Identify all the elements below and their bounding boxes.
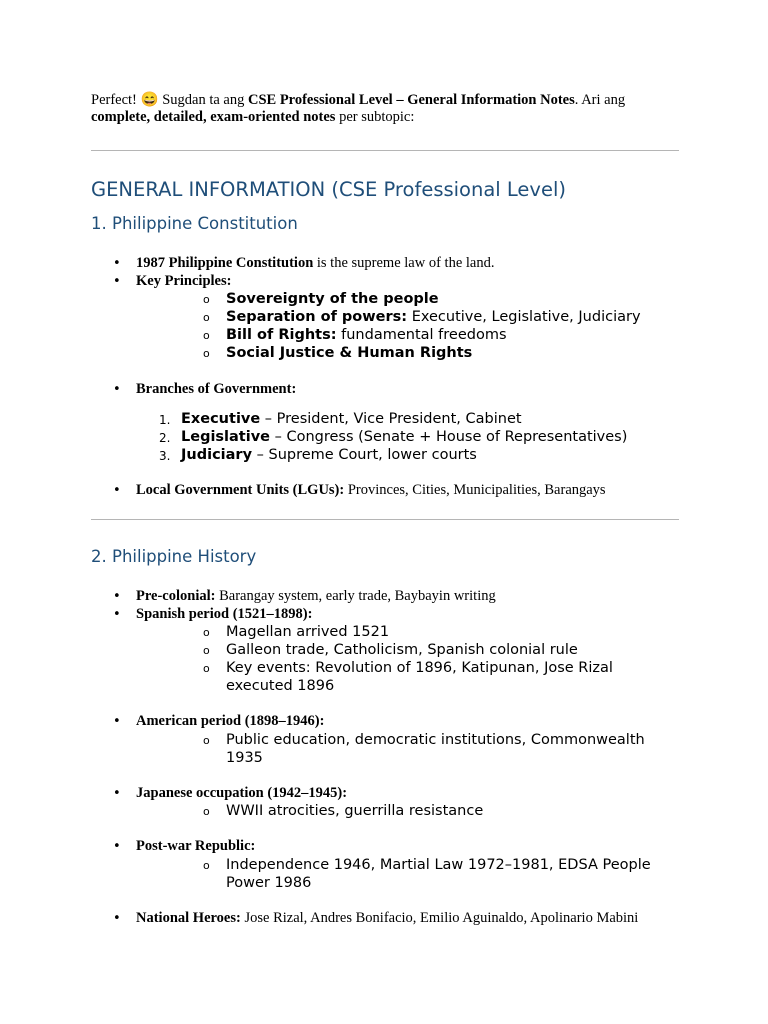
item-bold: Judiciary [181, 446, 253, 463]
page-title: GENERAL INFORMATION (CSE Professional Level) [91, 178, 566, 201]
list-item [91, 606, 679, 696]
item-bold: Executive [181, 410, 261, 427]
heroes-list [91, 910, 679, 928]
item-bold: Bill of Rights: [226, 327, 337, 343]
list-item [91, 273, 679, 363]
list-item [91, 255, 679, 273]
sublist-item: o Public education, democratic institutions, Commonwealth 1935 [136, 731, 679, 767]
branches-numbered-list [91, 410, 679, 464]
list-item [91, 482, 679, 500]
item-bold: 1987 Philippine Constitution [136, 255, 314, 271]
japanese-sublist [136, 802, 679, 820]
postwar-republic-label: Post-war Republic: [136, 838, 256, 854]
divider [91, 150, 679, 151]
spanish-period-label: Spanish period (1521–1898): [136, 605, 313, 622]
item-text: – Congress (Senate + House of Representatives) [270, 428, 628, 445]
spanish-sublist [136, 623, 679, 695]
sublist-item [136, 344, 679, 362]
item-text: – President, Vice President, Cabinet [260, 410, 522, 427]
list-item [91, 838, 679, 892]
american-sublist [136, 731, 679, 767]
intro-text: Sugdan ta ang [158, 92, 248, 108]
sublist-item: o WWII atrocities, guerrilla resistance [136, 802, 679, 820]
postwar-sublist [136, 856, 679, 892]
principles-sublist [136, 290, 679, 362]
american-list [91, 713, 679, 767]
item-number: 2. [159, 430, 171, 445]
item-text: Provinces, Cities, Municipalities, Barangays [344, 481, 606, 498]
sublist-item: o Galleon trade, Catholicism, Spanish colonial rule [136, 641, 679, 659]
section-heading-history: 2. Philippine History [91, 547, 257, 566]
branches-label: Branches of Government: [136, 381, 297, 397]
list-item [91, 713, 679, 767]
item-number: 1. [159, 412, 171, 427]
item-text: Executive, Legislative, Judiciary [407, 309, 641, 325]
sublist-item: o Key events: Revolution of 1896, Katipunan, Jose Rizal executed 1896 [136, 659, 679, 695]
branches-list [91, 381, 679, 399]
intro-paragraph [91, 92, 679, 126]
item-bold: Separation of powers: [226, 309, 408, 325]
document-page [91, 92, 679, 927]
item-text: fundamental freedoms [336, 327, 507, 343]
intro-text: Perfect! [91, 92, 141, 108]
numbered-item [91, 446, 679, 464]
list-item [91, 785, 679, 821]
sublist-item: o Magellan arrived 1521 [136, 623, 679, 641]
numbered-item [91, 410, 679, 428]
intro-bold-notes: complete, detailed, exam-oriented notes [91, 109, 336, 125]
postwar-list [91, 838, 679, 892]
sublist-item: o Independence 1946, Martial Law 1972–1981, EDSA People Power 1986 [136, 856, 679, 892]
key-principles-label: Key Principles: [136, 272, 232, 289]
constitution-list [91, 255, 679, 362]
sublist-item [136, 290, 679, 308]
item-text: Barangay system, early trade, Baybayin writing [215, 588, 496, 604]
lgu-list [91, 482, 679, 500]
item-bold: Social Justice & Human Rights [226, 345, 473, 361]
item-text: – Supreme Court, lower courts [252, 446, 477, 463]
item-bold: Sovereignty of the people [226, 291, 439, 307]
intro-bold-title: CSE Professional Level – General Information Notes [247, 92, 575, 108]
smile-emoji-icon: 😄 [140, 92, 159, 108]
item-bold: Pre-colonial: [136, 588, 216, 604]
intro-text: per subtopic: [335, 109, 415, 125]
history-list [91, 588, 679, 695]
intro-text: . Ari ang [574, 92, 626, 108]
numbered-item [91, 428, 679, 446]
divider [91, 519, 679, 520]
list-item [91, 910, 679, 928]
list-item [91, 588, 679, 606]
item-bold: Local Government Units (LGUs): [136, 481, 345, 498]
item-bold: National Heroes: [136, 909, 241, 926]
list-item [91, 381, 679, 399]
item-text: is the supreme law of the land. [313, 255, 495, 271]
japanese-occupation-label: Japanese occupation (1942–1945): [136, 784, 348, 801]
item-text: Jose Rizal, Andres Bonifacio, Emilio Aguinaldo, Apolinario Mabini [240, 909, 639, 926]
item-number: 3. [159, 448, 171, 463]
section-heading-constitution: 1. Philippine Constitution [91, 214, 298, 233]
sublist-item [136, 308, 679, 326]
american-period-label: American period (1898–1946): [136, 713, 325, 729]
japanese-list [91, 785, 679, 821]
item-bold: Legislative [181, 428, 270, 445]
sublist-item [136, 326, 679, 344]
